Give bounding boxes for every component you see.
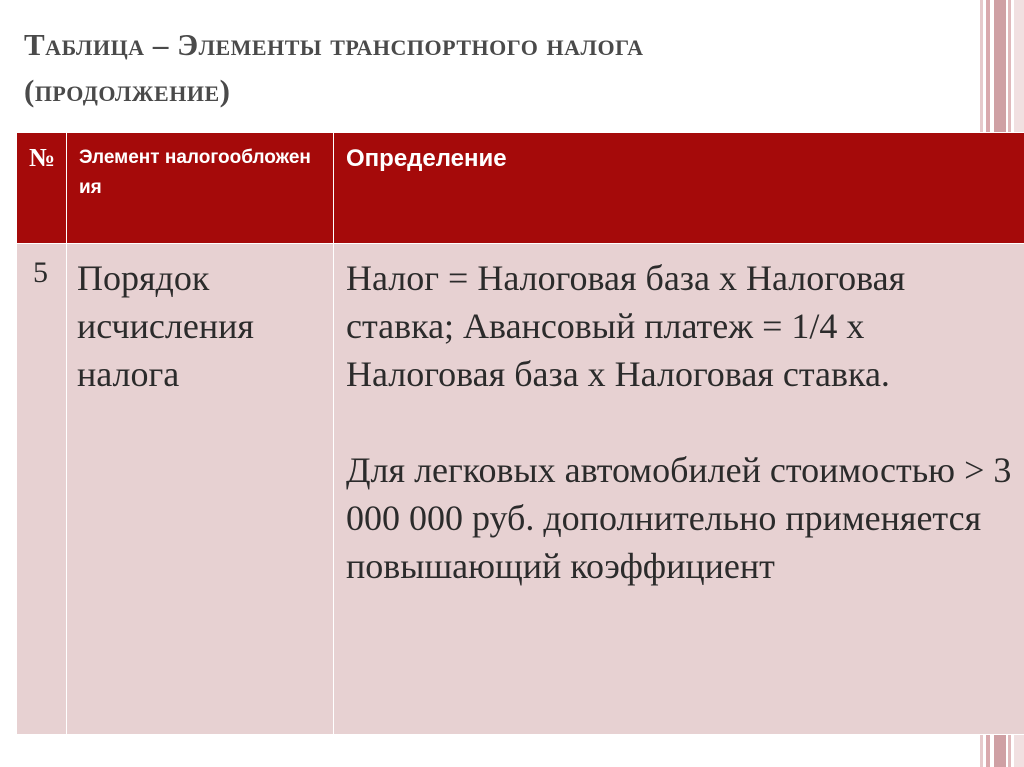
row-definition <box>334 244 1024 590</box>
row-number: 5 <box>33 256 48 289</box>
row-cell-number <box>17 244 67 735</box>
slide-title <box>24 22 964 114</box>
header-cell-number <box>17 133 67 244</box>
slide-title-line-2: (продолжение) <box>24 73 231 108</box>
header-number-label: № <box>29 143 56 172</box>
table-row <box>17 244 1024 735</box>
tax-elements-table <box>16 132 1024 735</box>
header-cell-element <box>67 133 334 244</box>
header-cell-definition <box>334 133 1024 244</box>
row-cell-definition <box>334 244 1024 735</box>
header-definition-label: Определение <box>346 145 507 172</box>
header-element-label: Элемент налогообложения <box>79 147 311 198</box>
definition-formula: Налог = Налоговая база х Налоговая ставка; Авансовый платеж = 1/4 х Налоговая база х Налоговая ставка. <box>346 258 906 394</box>
row-cell-element <box>67 244 334 735</box>
slide-title-line-1: Таблица – Элементы транспортного налога <box>24 27 644 62</box>
definition-note: Для легковых автомобилей стоимостью > 3 000 000 руб. дополнительно применяется повышающий коэффициент <box>346 450 1012 586</box>
row-element: Порядок исчисления налога <box>77 258 254 394</box>
table-header-row <box>17 133 1024 244</box>
